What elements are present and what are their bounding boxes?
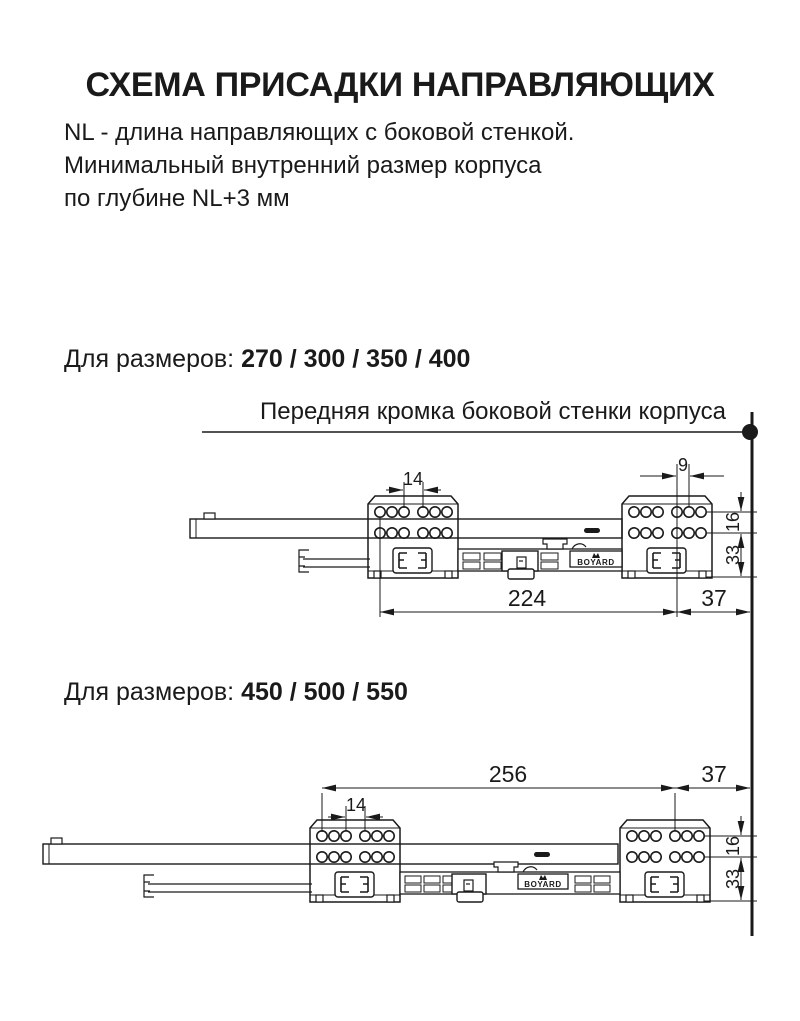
- brand-logo-text: BOYARD: [524, 880, 562, 889]
- dim-33-label-long: 33: [723, 868, 743, 890]
- dim-37-label-long: 37: [701, 761, 727, 787]
- dim-256-label: 256: [488, 761, 528, 787]
- dim-14-label-long: 14: [345, 795, 367, 815]
- front-edge-marker-dot: [742, 424, 758, 440]
- dim-224-label: 224: [507, 585, 547, 611]
- slide-mechanism: [458, 528, 622, 579]
- page-title: СХЕМА ПРИСАДКИ НАПРАВЛЯЮЩИХ: [85, 66, 715, 104]
- dim-37-label-short: 37: [701, 585, 727, 611]
- description-line-2: Минимальный внутренний размер корпуса: [64, 152, 542, 179]
- front-edge-label: Передняя кромка боковой стенки корпуса: [260, 398, 726, 425]
- dim-33-label-short: 33: [723, 544, 743, 566]
- dim-16-label-short: 16: [723, 511, 743, 533]
- sizes-values-long: 450 / 500 / 550: [241, 678, 408, 706]
- dim-9-label: 9: [677, 455, 689, 475]
- dim-16-label-long: 16: [723, 835, 743, 857]
- sizes-label-long: Для размеров:: [64, 678, 235, 706]
- mount-bracket-left: [310, 820, 400, 902]
- slide-drawing-long: [43, 761, 757, 902]
- dim-14-label-short: 14: [402, 469, 424, 489]
- sizes-label-short: Для размеров:: [64, 345, 235, 373]
- brand-logo-text: BOYARD: [577, 558, 615, 567]
- description-line-3: по глубине NL+3 мм: [64, 185, 290, 212]
- description-line-1: NL - длина направляющих с боковой стенкой.: [64, 119, 575, 146]
- mount-bracket-right: [620, 820, 710, 902]
- mount-bracket-right: [622, 496, 712, 578]
- mount-bracket-left: [368, 496, 458, 578]
- slide-mechanism: [400, 852, 620, 902]
- sizes-values-short: 270 / 300 / 350 / 400: [241, 345, 471, 373]
- slide-drawing-short: [190, 455, 757, 617]
